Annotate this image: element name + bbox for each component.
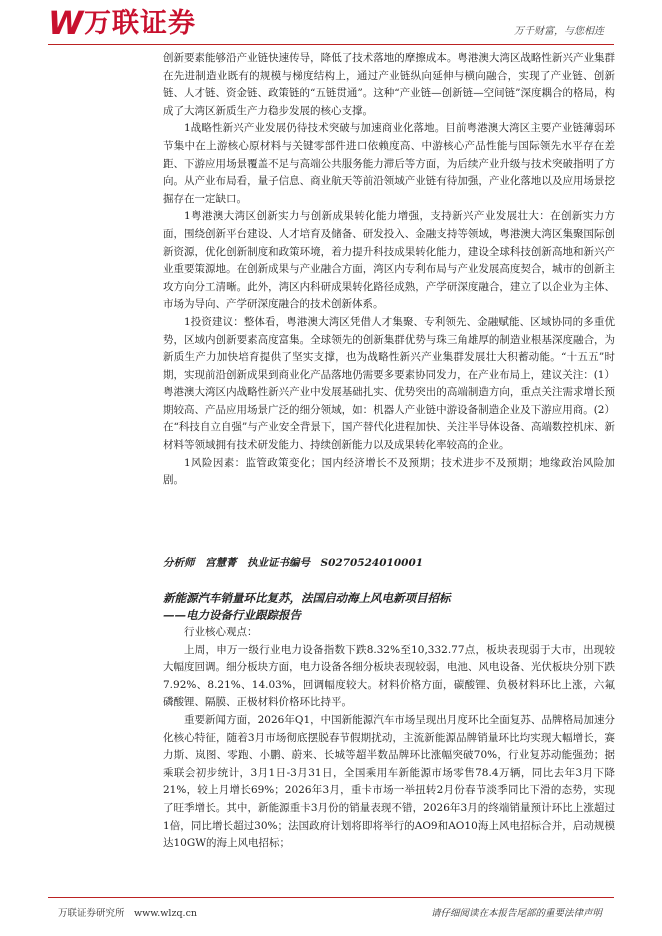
summary-paragraph: 1投资建议：整体看，粤港澳大湾区凭借人才集聚、专利领先、金融赋能、区域协同的多重优势，区域内创新要素高度富集。全球领先的创新集群优势与珠三角雄厚的制造业根基深度融合，为新质生产力加快培育提供了坚实支撑，也为战略性新兴产业集群发展壮大积蓄动能。“十五五”时期，实现前沿创新成果到商业化产品落地仍需要多要素协同发力，在产业布局上，建议关注：(1）粤港澳大湾区内战略性新兴产业中发展基础扎实、优势突出的高端制造方向，重点关注需求增长预期较高、产品应用场景广泛的细分领域，如：机器人产业链中游设备制造企业及下游应用商。(2）在“科技自立自强”与产业安全背景下，国产替代化进程加快、关注半导体设备、高端数控机床、新材料等领域拥有技术研发能力、持续创新能力以及成果转化率较高的企业。 bbox=[163, 315, 615, 452]
footer-divider bbox=[48, 897, 614, 898]
page-header bbox=[0, 0, 662, 44]
footer-org: 万联证券研究所 www.wlzq.cn bbox=[58, 908, 198, 919]
summary-paragraph: 创新要素能够沿产业链快速传导，降低了技术落地的摩擦成本。粤港澳大湾区战略性新兴产业集群在先进制造业既有的规模与梯度结构上，通过产业链纵向延伸与横向融合，实现了产业链、创新链、人才链、资金链、政策链的“五链贯通”。这种“产业链—创新链—空间链”深度耦合的格局，构成了大湾区新质生产力稳步发展的核心支撑。 bbox=[163, 52, 615, 117]
summary-paragraph: 1风险因素：监管政策变化；国内经济增长不及预期；技术进步不及预期；地缘政治风险加剧。 bbox=[163, 456, 615, 487]
report-label: 行业核心观点： bbox=[184, 626, 258, 638]
brand-logo-mark: W bbox=[48, 4, 84, 42]
report-subtitle: ——电力设备行业跟踪报告 bbox=[163, 608, 301, 622]
brand-logo-text: 万联证券 bbox=[84, 8, 196, 39]
analyst-line: 分析师 宫慧菁 执业证书编号 S0270524010001 bbox=[163, 557, 424, 569]
summary-section bbox=[163, 50, 615, 490]
report-body bbox=[163, 624, 615, 853]
header-divider bbox=[48, 44, 614, 45]
summary-paragraph: 1战略性新兴产业发展仍待技术突破与加速商业化落地。目前粤港澳大湾区主要产业链薄弱环节集中在上游核心原材料与关键零部件进口依赖度高、中游核心产品性能与国际领先水平存在差距、下游应用场景覆盖不足与高端公共服务能力滞后等方面，为后续产业升级与技术突破指明了方向。从产业布局看，量子信息、商业航天等前沿领域产业链有待加强，产业化落地以及应用场景挖掘存在一定缺口。 bbox=[163, 122, 615, 205]
summary-paragraph: 1粤港澳大湾区创新实力与创新成果转化能力增强，支持新兴产业发展壮大：在创新实力方面，围绕创新平台建设、人才培育及储备、研发投入、金融支持等领域，粤港澳大湾区集聚国际创新资源，优化创新制度和政策环境，着力提升科技成果转化能力，建设全球科技创新高地和新兴产业重要策源地。在创新成果与产业融合方面，湾区内专利布局与产业发展高度契合，城市的创新主攻方向分工清晰。此外，湾区内科研成果转化路径成熟，产学研深度融合，建立了以企业为主体、市场为导向、产学研深度融合的技术创新体系。 bbox=[163, 210, 615, 311]
report-paragraph: 上周，申万一级行业电力设备指数下跌8.32%至10,332.77点，板块表现弱于大市，出现较大幅度回调。细分板块方面，电力设备各细分板块表现较弱，电池、风电设备、光伏板块分别下跌7.92%、8.21%、14.03%，回调幅度较大。材料价格方面，碳酸锂、负极材料环比上涨，六氟磷酸锂、隔膜、正极材料价格环比持平。 bbox=[163, 643, 615, 709]
footer-disclaimer: 请仔细阅读在本报告尾部的重要法律声明 bbox=[430, 908, 602, 919]
header-slogan: 万千财富，与您相连 bbox=[514, 26, 604, 37]
report-title: 新能源汽车销量环比复苏，法国启动海上风电新项目招标 bbox=[163, 591, 451, 605]
report-paragraph: 重要新闻方面，2026年Q1，中国新能源汽车市场呈现出月度环比全面复苏、品牌格局加速分化核心特征，随着3月市场彻底摆脱春节假期扰动，主流新能源品牌销量环比均实现大幅增长，赛力斯、岚图、零跑、小鹏、蔚来、长城等超半数品牌环比涨幅突破70%，行业复苏动能强劲；据乘联会初步统计，3月1日-3月31日，全国乘用车新能源市场零售78.4万辆，同比去年3月下降21%，较上月增长69%；2026年3月，重卡市场一举扭转2月份春节淡季同比下滑的态势，实现了旺季增长。其中，新能源重卡3月份的销量表现不错，2026年3月的终端销量预计环比上涨超过1倍，同比增长超过30%；法国政府计划将即将举行的AO9和AO10海上风电招标合并，启动规模达10GW的海上风电招标； bbox=[163, 713, 615, 850]
